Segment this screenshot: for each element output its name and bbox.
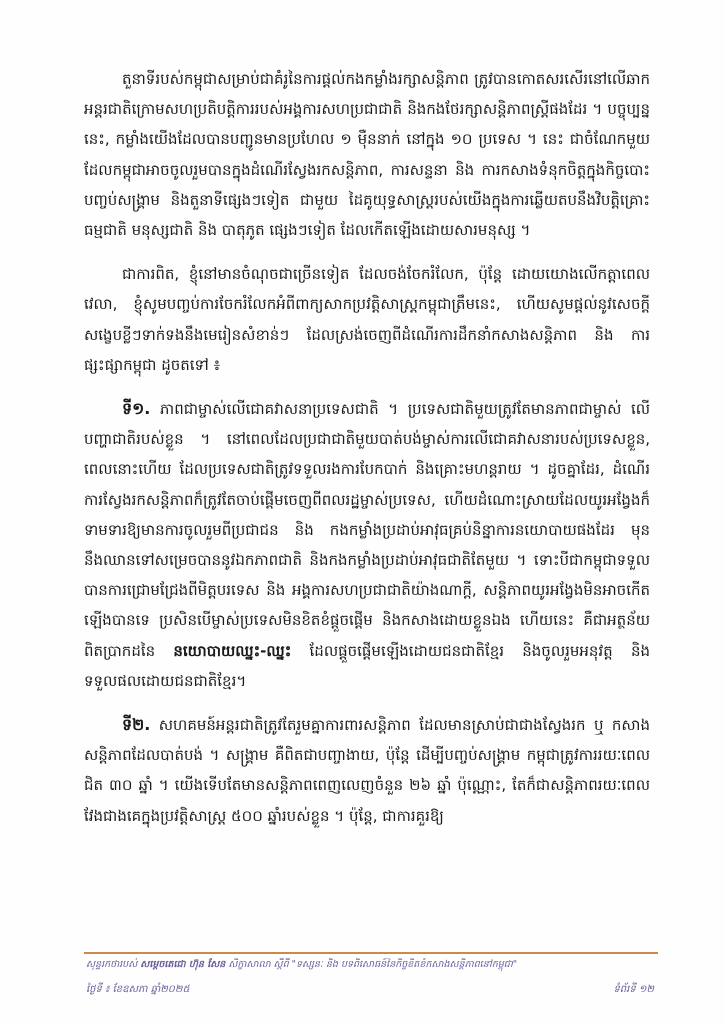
- lesson-2-text: សហគមន៍អន្តរជាតិត្រូវតែរួមគ្នាការពារសន្តិភាព ដែលមានស្រាប់ជាជាងស្វែងរក ឬ កសាងសន្តិភាពដែលបាត់បង់ ។ សង្គ្រាម គឺពិតជាបញ្ចាងាយ, ប៉ុន្តែ ដើម្បីបញ្ចប់សង្គ្រាម កម្ពុជាត្រូវការរយៈពេលជិត ៣០ ឆ្នាំ ។ យើងទើបតែមានសន្តិភាពពេញលេញចំនួន ២៦ ឆ្នាំ ប៉ុណ្ណោះ, តែក៏ជាសន្តិភាពរយៈពេលវែងជាងគេក្នុងប្រវត្តិសាស្ត្រ ៥០០ ឆ្នាំរបស់ខ្លួន ។ ប៉ុន្តែ, ជាការគួរឱ្យ: [84, 716, 650, 825]
- footer-prefix: សុន្ទរកថារបស់: [86, 959, 141, 970]
- page-body: [84, 64, 650, 845]
- paragraph-lesson-1: [84, 394, 650, 696]
- footer-speech-title: [86, 958, 656, 972]
- lesson-1-number: ទី១.: [122, 399, 151, 419]
- paragraph-peacekeeping: តួនាទីរបស់កម្ពុជាសម្រាប់ជាគំរូនៃការផ្តល់កងកម្លាំងរក្សាសន្តិភាព ត្រូវបានកោតសរសើរនៅលើឆាកអន្តរជាតិក្រោមសហប្រតិបត្តិការរបស់អង្គការសហប្រជាជាតិ និងកងថែរក្សាសន្តិភាពស្ត្រីផងដែរ ។ បច្ចុប្បន្ននេះ, កម្លាំងយើងដែលបានបញ្ជូនមានប្រហែល ១ ម៉ឺននាក់ នៅក្នុង ១០ ប្រទេស ។ នេះ ជាចំណែកមួយដែលកម្ពុជាអាចចូលរួមបានក្នុងដំណើរស្វែងរកសន្តិភាព, ការសន្ទនា និង ការកសាងទំនុកចិត្តក្នុងកិច្ចបោះបញ្ចប់សង្គ្រាម និងតួនាទីផ្សេងៗទៀត ជាមួយ ដៃគូយុទ្ធសាស្ត្ររបស់យើងក្នុងការឆ្លើយតបនឹងវិបត្តិគ្រោះធម្មជាតិ មនុស្សជាតិ និង បាតុភូត ផ្សេងៗទៀត ដែលកើតឡើងដោយសារមនុស្ស ។: [84, 70, 650, 240]
- lesson-1-text-b: ដែលផ្តួចផ្តើមឡើងដោយជនជាតិខ្មែរ និងចូលរួមអនុវត្ត និង ទទួលផលដោយជនជាតិខ្មែរ។: [84, 641, 650, 690]
- paragraph-lesson-2: [84, 710, 650, 831]
- footer-date: ថ្ងៃទី ៖ ខែឧសភា ឆ្នាំ២០២៥: [86, 984, 190, 995]
- footer-divider: [84, 952, 658, 954]
- lesson-1-bold-term: នយោបាយឈ្នះ-ឈ្នះ: [173, 641, 292, 660]
- paragraph-summary-intro: ជាការពិត, ខ្ញុំនៅមានចំណុចជាច្រើនទៀត ដែលចង់ចែករំលែក, ប៉ុន្តែ ដោយយោងលើកត្តាពេលវេលា, ខ្ញុំសូមបញ្ចប់ការចែករំលែកអំពីពាក្យសាកប្រវត្តិសាស្ត្រកម្ពុជាត្រឹមនេះ, ហើយសូមផ្តល់នូវសេចក្តីសង្ខេបខ្លីៗទាក់ទងនឹងមេរៀនសំខាន់ៗ ដែលស្រង់ចេញពីដំណើរការដឹកនាំកសាងសន្តិភាព និង ការផ្សះផ្សាកម្ពុជា ដូចតទៅ ៖: [84, 265, 650, 374]
- lesson-2-number: ទី២.: [122, 715, 151, 735]
- lesson-1-text-a: ភាពជាម្ចាស់លើជោគវាសនាប្រទេសជាតិ ។ ប្រទេសជាតិមួយត្រូវតែមានភាពជាម្ចាស់ លើបញ្ហាជាតិរបស់ខ្លួន ។ នៅពេលដែលប្រជាជាតិមួយបាត់បង់ម្ចាស់ការលើជោគវាសនារបស់ប្រទេសខ្លួន, ពេលនោះហើយ ដែលប្រទេសជាតិត្រូវទទួលរងការបែកបាក់ និងគ្រោះមហន្តរាយ ។ ដូចគ្នាដែរ, ដំណើរការស្វែងរកសន្តិភាពក៏ត្រូវតែចាប់ផ្តើមចេញពីពលរដ្ឋម្ចាស់ប្រទេស, ហើយដំណោះស្រាយដែលយូរអង្វែងក៏ទាមទារឱ្យមានការចូលរួមពីប្រជាជន និង កងកម្លាំងប្រដាប់អាវុធគ្រប់និន្នាការនយោបាយផងដែរ មុននឹងឈានទៅសម្រេចបាននូវឯកភាពជាតិ និងកងកម្លាំងប្រដាប់អាវុធជាតិតែមួយ ។ ទោះបីជាកម្ពុជាទទួលបានការជ្រោមជ្រែងពីមិត្តបរទេស និង អង្គការសហប្រជាជាតិយ៉ាងណាក្តី, សន្តិភាពយូរអង្វែងមិនអាចកើតឡើងបានទេ ប្រសិនបើម្ចាស់ប្រទេសមិនខិតខំផ្តួចផ្តើម និងកសាងដោយខ្លួនឯង ហើយនេះ គឺជាអត្ថន័យពិតប្រាកដនៃ: [84, 400, 650, 660]
- footer-event: សិក្ខាសាលា ស្តីពី "ទស្សនៈ និង បទពិសោធន៍នៃកិច្ចខិតខំកសាងសន្តិភាពនៅកម្ពុជា": [225, 959, 518, 970]
- footer-speaker-name: សម្តេចតេជោ ហ៊ុន សែន: [140, 959, 226, 970]
- page-number: ទំព័រទី ១២: [613, 984, 654, 995]
